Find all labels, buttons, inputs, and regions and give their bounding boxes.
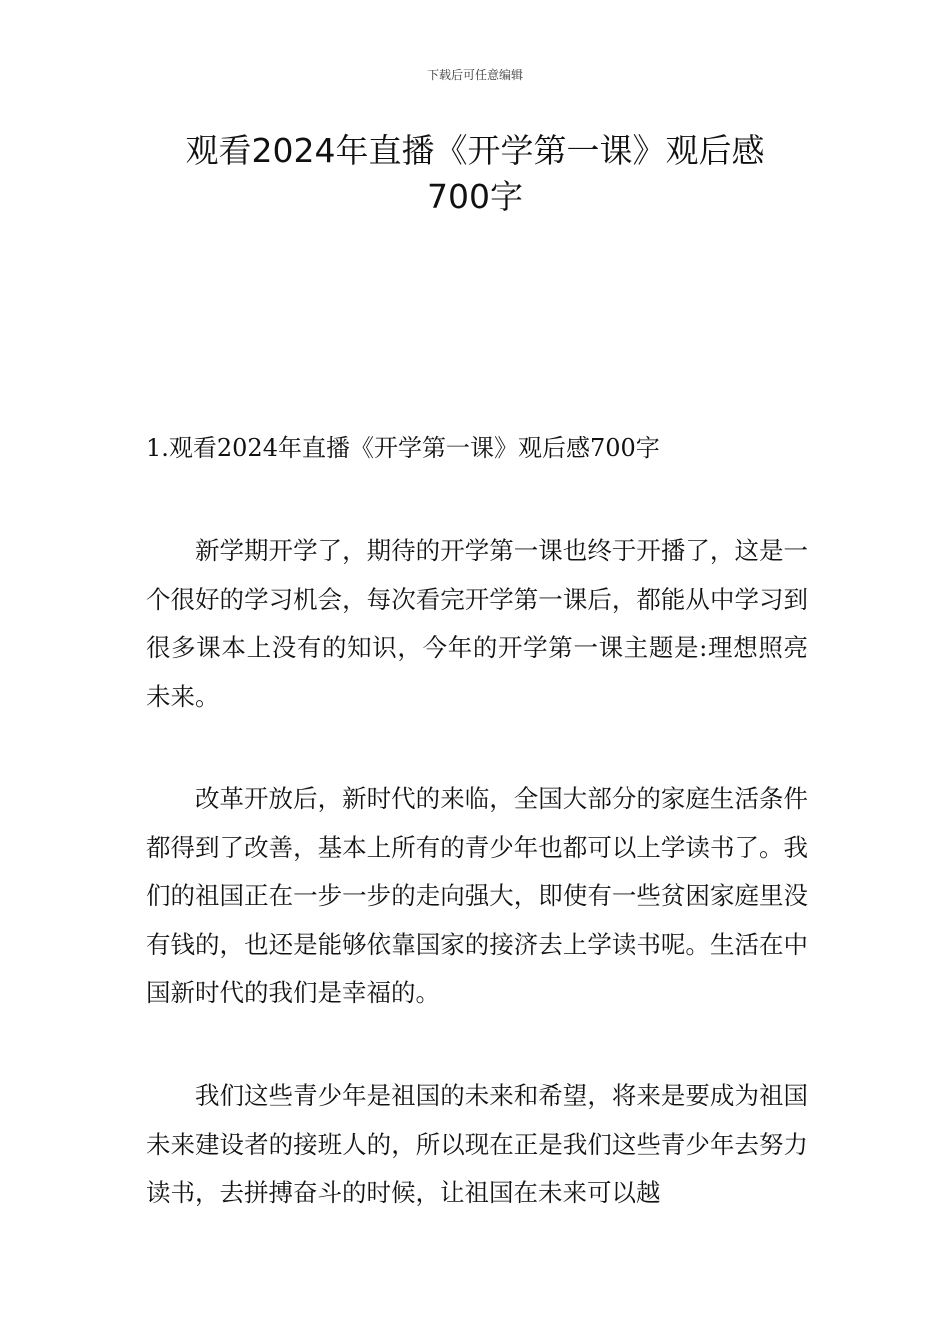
header-note: 下载后可任意编辑 bbox=[426, 68, 523, 82]
document-title-line-2: 700字 bbox=[427, 177, 523, 216]
body-paragraph-1: 新学期开学了，期待的开学第一课也终于开播了，这是一个很好的学习机会，每次看完开学第一课后，都能从中学习到很多课本上没有的知识，今年的开学第一课主题是:理想照亮未来。 bbox=[146, 536, 808, 711]
document-title bbox=[150, 128, 800, 220]
document-title-line-1: 观看2024年直播《开学第一课》观后感 bbox=[185, 131, 765, 170]
body-paragraph-3: 我们这些青少年是祖国的未来和希望，将来是要成为祖国未来建设者的接班人的，所以现在正是我们这些青少年去努力读书，去拼搏奋斗的时候，让祖国在未来可以越 bbox=[146, 1081, 808, 1207]
section-heading: 1.观看2024年直播《开学第一课》观后感700字 bbox=[146, 434, 660, 462]
body-paragraph-2: 改革开放后，新时代的来临，全国大部分的家庭生活条件都得到了改善，基本上所有的青少年也都可以上学读书了。我们的祖国正在一步一步的走向强大，即使有一些贫困家庭里没有钱的，也还是能够依靠国家的接济去上学读书呢。生活在中国新时代的我们是幸福的。 bbox=[146, 784, 808, 1007]
